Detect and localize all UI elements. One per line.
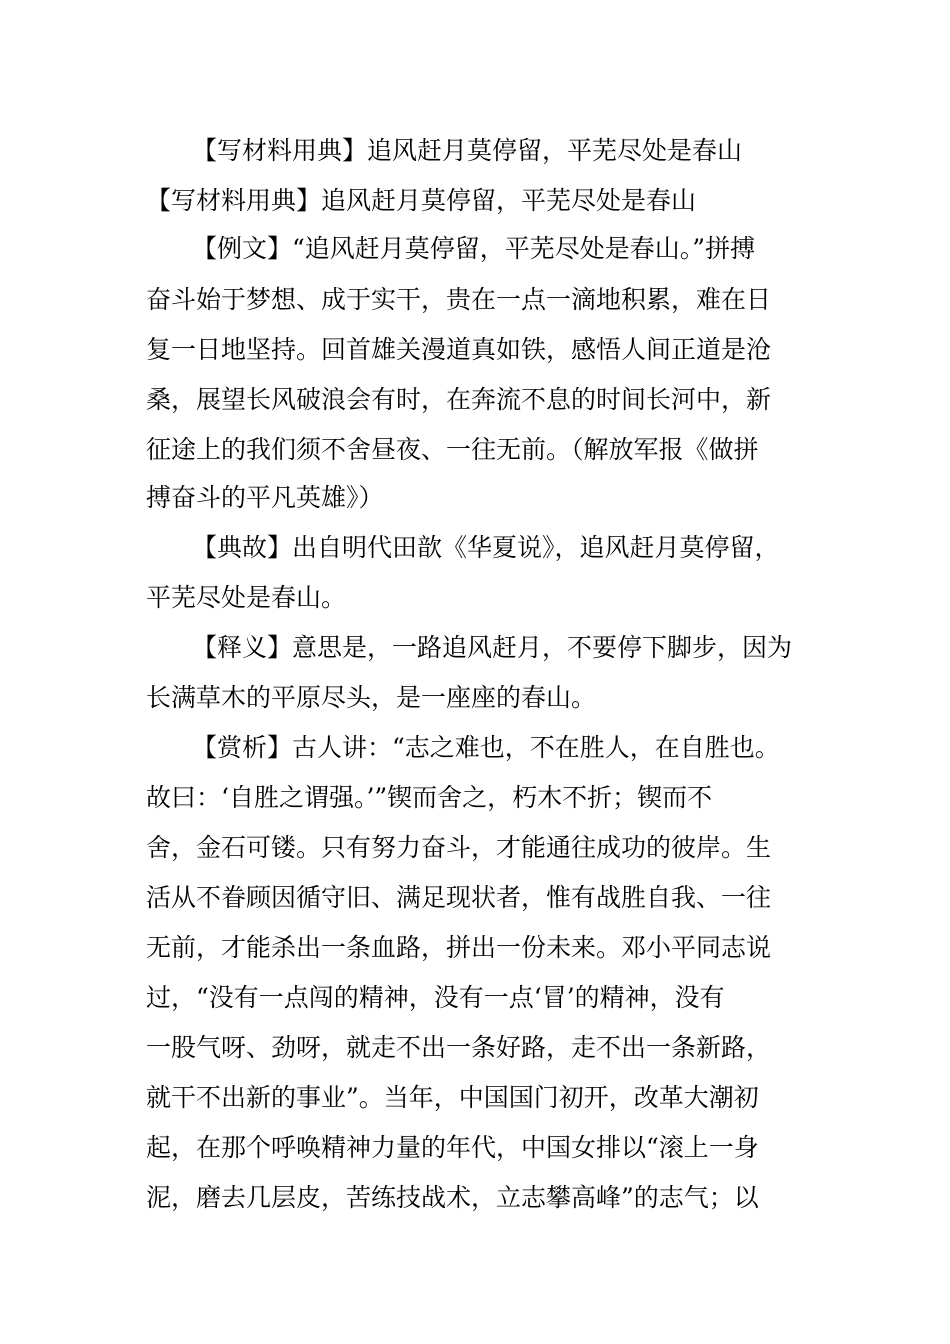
allusion-paragraph-line: 平芜尽处是春山。: [146, 583, 347, 612]
example-paragraph-line: 搏奋斗的平凡英雄》）: [146, 483, 384, 512]
appreciation-paragraph-line: 起，在那个呼唤精神力量的年代，中国女排以“滚上一身: [146, 1133, 759, 1162]
appreciation-paragraph-line: 故曰：‘自胜之谓强。’”锲而舍之，朽木不折；锲而不: [146, 783, 713, 812]
example-paragraph-line: 征途上的我们须不舍昼夜、一往无前。（解放军报《做拼: [146, 435, 759, 464]
appreciation-paragraph-line: 就干不出新的事业”。当年，中国国门初开，改革大潮初: [146, 1083, 759, 1112]
appreciation-paragraph-line: 舍，金石可镂。只有努力奋斗，才能通往成功的彼岸。生: [146, 833, 772, 862]
example-paragraph-line: 桑，展望长风破浪会有时，在奔流不息的时间长河中，新: [146, 385, 772, 414]
subtitle-line: 【写材料用典】追风赶月莫停留，平芜尽处是春山: [146, 186, 697, 215]
appreciation-paragraph-line: 泥，磨去几层皮，苦练技战术，立志攀高峰”的志气；以: [146, 1183, 759, 1212]
document-title: 【写材料用典】追风赶月莫停留，平芜尽处是春山: [192, 136, 743, 165]
example-paragraph-line: 【例文】“追风赶月莫停留，平芜尽处是春山。”拼搏: [192, 234, 756, 263]
appreciation-paragraph-line: 一股气呀、劲呀，就走不出一条好路，走不出一条新路，: [146, 1033, 772, 1062]
meaning-paragraph-line: 长满草木的平原尽头，是一座座的春山。: [146, 683, 597, 712]
allusion-paragraph-line: 【典故】出自明代田歆《华夏说》，追风赶月莫停留，: [192, 533, 780, 562]
appreciation-paragraph-line: 无前，才能杀出一条血路，拼出一份未来。邓小平同志说: [146, 933, 772, 962]
example-paragraph-line: 奋斗始于梦想、成于实干，贵在一点一滴地积累，难在日: [146, 285, 772, 314]
meaning-paragraph-line: 【释义】意思是，一路追风赶月，不要停下脚步，因为: [192, 633, 793, 662]
appreciation-paragraph-line: 活从不眷顾因循守旧、满足现状者，惟有战胜自我、一往: [146, 883, 772, 912]
appreciation-paragraph-line: 【赏析】古人讲：“志之难也，不在胜人，在自胜也。: [192, 733, 780, 762]
example-paragraph-line: 复一日地坚持。回首雄关漫道真如铁，感悟人间正道是沧: [146, 335, 772, 364]
appreciation-paragraph-line: 过，“没有一点闯的精神，没有一点‘冒’的精神，没有: [146, 983, 725, 1012]
